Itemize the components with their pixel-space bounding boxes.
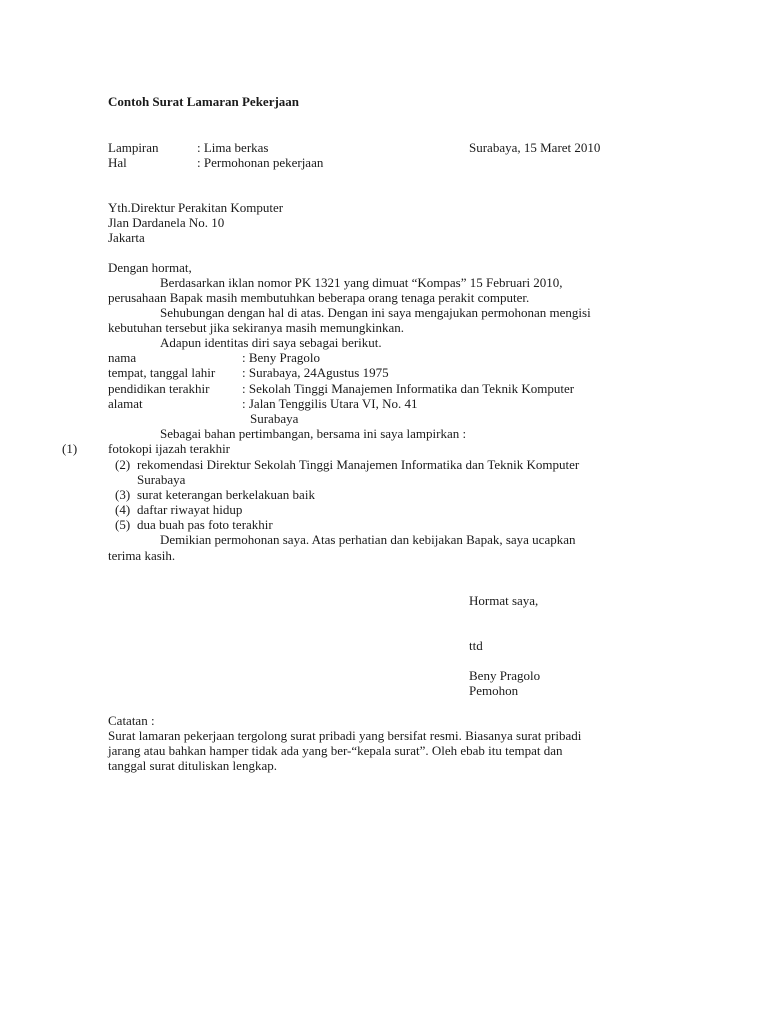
signature-role: Pemohon	[469, 683, 519, 698]
attachment-2-continuation: Surabaya	[137, 472, 186, 487]
closing-line-2: terima kasih.	[108, 548, 176, 563]
nama-value: : Beny Pragolo	[242, 350, 320, 365]
pendidikan-value: : Sekolah Tinggi Manajemen Informatika dan Teknik Komputer	[242, 381, 575, 396]
hal-label: Hal	[108, 155, 127, 170]
paragraph-1-line-2: perusahaan Bapak masih membutuhkan beberapa orang tenaga perakit computer.	[108, 290, 530, 305]
recipient-line-1: Yth.Direktur Perakitan Komputer	[108, 200, 284, 215]
lampiran-value: : Lima berkas	[197, 140, 269, 155]
paragraph-1-line-1: Berdasarkan iklan nomor PK 1321 yang dimuat “Kompas” 15 Februari 2010,	[160, 275, 563, 290]
alamat-city: Surabaya	[250, 411, 299, 426]
signature-ttd: ttd	[469, 638, 483, 653]
hal-value: : Permohonan pekerjaan	[197, 155, 324, 170]
pendidikan-label: pendidikan terakhir	[108, 381, 210, 396]
paragraph-3: Adapun identitas diri saya sebagai berikut.	[160, 335, 382, 350]
lampiran-label: Lampiran	[108, 140, 159, 155]
paragraph-2-line-1: Sehubungan dengan hal di atas. Dengan ini saya mengajukan permohonan mengisi	[160, 305, 591, 320]
attachment-2-text: rekomendasi Direktur Sekolah Tinggi Manajemen Informatika dan Teknik Komputer	[137, 457, 580, 472]
document-title: Contoh Surat Lamaran Pekerjaan	[108, 94, 300, 109]
recipient-line-2: Jlan Dardanela No. 10	[108, 215, 225, 230]
note-line-3: tanggal surat dituliskan lengkap.	[108, 758, 277, 773]
alamat-label: alamat	[108, 396, 143, 411]
closing-line-1: Demikian permohonan saya. Atas perhatian dan kebijakan Bapak, saya ucapkan	[160, 532, 576, 547]
signature-greeting: Hormat saya,	[469, 593, 539, 608]
greeting: Dengan hormat,	[108, 260, 192, 275]
attachments-intro: Sebagai bahan pertimbangan, bersama ini saya lampirkan :	[160, 426, 467, 441]
attachment-1-number: (1)	[62, 441, 78, 456]
attachment-5-number: (5)	[115, 517, 131, 532]
paragraph-2-line-2: kebutuhan tersebut jika sekiranya masih memungkinkan.	[108, 320, 405, 335]
note-line-2: jarang atau bahkan hamper tidak ada yang ber-“kepala surat”. Oleh ebab itu tempat dan	[108, 743, 563, 758]
alamat-value: : Jalan Tenggilis Utara VI, No. 41	[242, 396, 418, 411]
attachment-3-text: surat keterangan berkelakuan baik	[137, 487, 315, 502]
recipient-line-3: Jakarta	[108, 230, 145, 245]
attachment-1-text: fotokopi ijazah terakhir	[108, 441, 231, 456]
attachment-2-number: (2)	[115, 457, 131, 472]
attachment-3-number: (3)	[115, 487, 131, 502]
attachment-5-text: dua buah pas foto terakhir	[137, 517, 273, 532]
attachment-4-text: daftar riwayat hidup	[137, 502, 243, 517]
note-label: Catatan :	[108, 713, 155, 728]
ttl-label: tempat, tanggal lahir	[108, 365, 216, 380]
attachment-4-number: (4)	[115, 502, 131, 517]
place-date: Surabaya, 15 Maret 2010	[469, 140, 601, 155]
note-line-1: Surat lamaran pekerjaan tergolong surat pribadi yang bersifat resmi. Biasanya surat pribadi	[108, 728, 582, 743]
ttl-value: : Surabaya, 24Agustus 1975	[242, 365, 389, 380]
signature-name: Beny Pragolo	[469, 668, 541, 683]
nama-label: nama	[108, 350, 137, 365]
